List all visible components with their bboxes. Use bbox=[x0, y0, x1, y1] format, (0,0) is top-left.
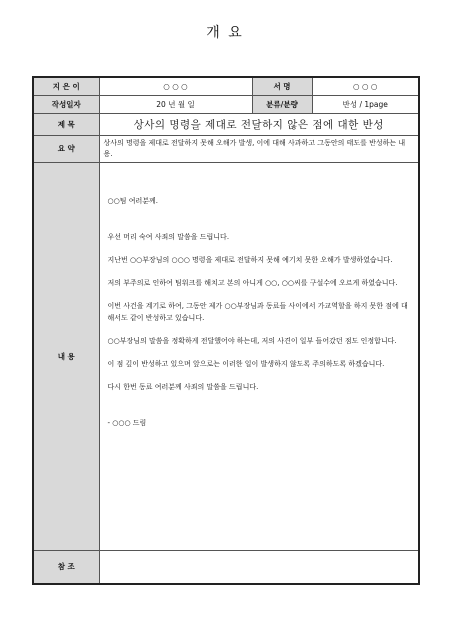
date-label: 작성일자 bbox=[33, 95, 99, 113]
reference-value bbox=[99, 550, 419, 584]
content-label: 내 용 bbox=[33, 162, 99, 550]
category-value: 반성 / 1page bbox=[312, 95, 419, 113]
signature-value: ○ ○ ○ bbox=[312, 77, 419, 95]
content-greeting: ○○팀 여러분께. bbox=[107, 196, 158, 205]
content-paragraph: 다시 한번 동료 여러분께 사죄의 말씀을 드립니다. bbox=[107, 382, 259, 391]
reference-label: 참 조 bbox=[33, 550, 99, 584]
author-value: ○ ○ ○ bbox=[99, 77, 252, 95]
subject-label: 제 목 bbox=[33, 113, 99, 135]
summary-value: 상사의 명령을 제대로 전달하지 못해 오해가 발생, 이에 대해 사과하고 그동안의 태도를 반성하는 내용. bbox=[99, 135, 419, 162]
content-paragraph: 이 점 깊이 반성하고 있으며 앞으로는 이러한 일이 발생하지 않도록 주의하도록 하겠습니다. bbox=[107, 359, 385, 368]
content-paragraph: 저의 부주의로 인하여 팀워크를 해치고 본의 아니게 ○○, ○○씨를 구설수에 오르게 하였습니다. bbox=[107, 278, 398, 287]
document-title: 개 요 bbox=[206, 25, 244, 41]
content-paragraph: 이번 사건을 계기로 하여, 그동안 제가 ○○부장님과 동료들 사이에서 가교역할을 하지 못한 점에 대해서도 같이 반성하고 있습니다. bbox=[107, 301, 408, 322]
content-row bbox=[33, 162, 419, 550]
overview-form bbox=[32, 76, 420, 585]
summary-row bbox=[33, 135, 419, 162]
date-row bbox=[33, 95, 419, 113]
content-body bbox=[99, 162, 419, 550]
subject-row bbox=[33, 113, 419, 135]
signature-label: 서 명 bbox=[252, 77, 312, 95]
subject-value: 상사의 명령을 제대로 전달하지 않은 점에 대한 반성 bbox=[99, 113, 419, 135]
author-label: 지 은 이 bbox=[33, 77, 99, 95]
date-value: 20 년 월 일 bbox=[99, 95, 252, 113]
content-paragraph: ○○부장님의 말씀을 정확하게 전달했어야 하는데, 저의 사견이 일부 들어갔던 점도 인정합니다. bbox=[107, 336, 397, 345]
author-row bbox=[33, 77, 419, 95]
summary-label: 요 약 bbox=[33, 135, 99, 162]
content-paragraph: 우선 머리 숙여 사죄의 말씀을 드립니다. bbox=[107, 232, 230, 241]
category-label: 분류/분량 bbox=[252, 95, 312, 113]
content-paragraph: 지난번 ○○부장님의 ○○○ 명령을 제대로 전달하지 못해 예기치 못한 오해가 발생하였습니다. bbox=[107, 255, 393, 264]
reference-row bbox=[33, 550, 419, 584]
content-signature: - ○○○ 드림 bbox=[107, 418, 147, 427]
